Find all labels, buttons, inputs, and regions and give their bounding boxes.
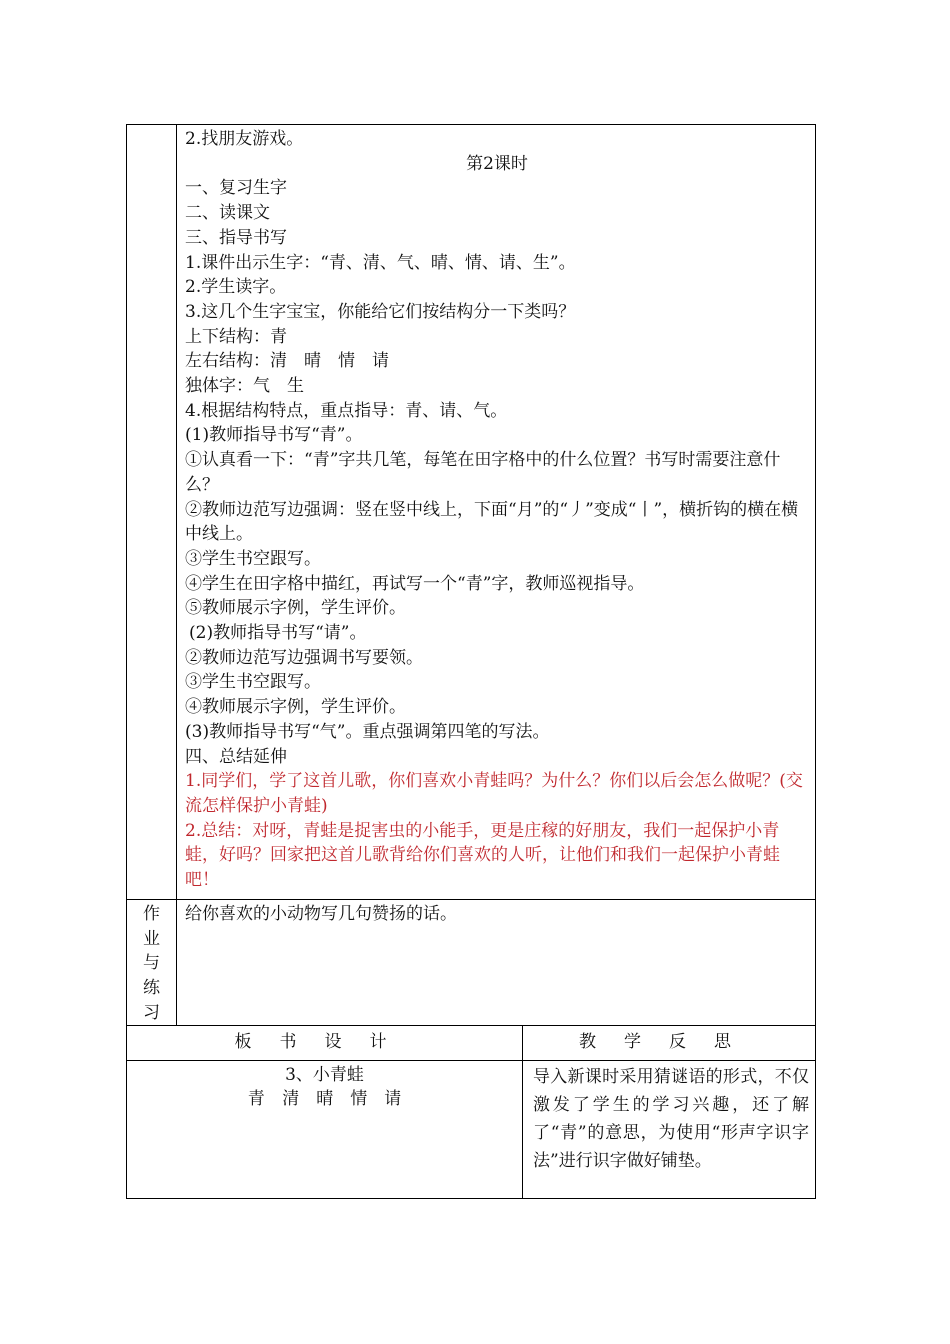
process-line: 3.这几个生字宝宝，你能给它们按结构分一下类吗？ (185, 301, 576, 322)
board-design-content (127, 1061, 523, 1199)
process-line: 1.课件出示生字：“青、清、气、晴、情、请、生”。 (185, 252, 576, 273)
process-line: ②教师边范写边强调书写要领。 (185, 647, 423, 668)
process-line: ①认真看一下：“青”字共几笔，每笔在田字格中的什么位置？书写时需要注意什么？ (185, 450, 781, 495)
lesson-plan-table (126, 124, 816, 1199)
reflection-text: 导入新课时采用猜谜语的形式，不仅激发了学生的学习兴趣，还了解了“青”的意思，为使用“形声字识字法”进行识字做好铺垫。 (523, 1061, 816, 1199)
homework-label-char: 练 (143, 977, 160, 998)
process-text (177, 125, 815, 899)
process-line: (2)教师指导书写“请”。 (189, 623, 367, 644)
process-line: 1.同学们，学了这首儿歌，你们喜欢小青蛙吗？为什么？你们以后会怎么做呢？(交流怎样保护小青蛙) (185, 771, 803, 816)
process-content-cell (177, 125, 816, 900)
design-heading-row (127, 1026, 816, 1061)
process-line: (1)教师指导书写“青”。 (185, 425, 363, 446)
homework-row (127, 899, 816, 1026)
process-line: 2.找朋友游戏。 (185, 129, 304, 149)
reflection-heading: 教学反思 (523, 1026, 816, 1061)
design-content-row (127, 1061, 816, 1199)
process-row (127, 125, 816, 900)
board-design-heading: 板书设计 (127, 1026, 523, 1061)
process-line: 左右结构：清 晴 情 请 (185, 351, 389, 372)
process-line: ⑤教师展示字例，学生评价。 (185, 598, 406, 619)
process-line: (3)教师指导书写“气”。重点强调第四笔的写法。 (185, 721, 550, 742)
process-line: ②教师边范写边强调：竖在竖中线上，下面“月”的“丿”变成“丨”，横折钩的横在横中线上。 (185, 499, 799, 545)
homework-label-char: 习 (143, 1002, 160, 1023)
lesson-plan-document (126, 124, 815, 1199)
process-line: 上下结构：青 (185, 326, 287, 347)
homework-label (127, 899, 177, 1026)
process-line: ④学生在田字格中描红，再试写一个“青”字，教师巡视指导。 (185, 573, 645, 594)
homework-label-char: 与 (143, 953, 160, 974)
process-line: ④教师展示字例，学生评价。 (185, 697, 406, 718)
board-title: 3、小青蛙 (285, 1065, 364, 1086)
homework-label-char: 业 (143, 928, 160, 949)
homework-text: 给你喜欢的小动物写几句赞扬的话。 (177, 899, 816, 1026)
process-line: 一、复习生字 (185, 178, 287, 199)
process-line: 第2课时 (466, 153, 528, 174)
homework-label-char: 作 (143, 903, 160, 924)
process-line: 三、指导书写 (185, 227, 287, 248)
process-line: 2.总结：对呀，青蛙是捉害虫的小能手，更是庄稼的好朋友，我们一起保护小青蛙，好吗？回家把这首儿歌背给你们喜欢的人听，让他们和我们一起保护小青蛙吧！ (185, 820, 780, 891)
board-characters: 青 清 晴 情 请 (247, 1089, 402, 1110)
process-label-cell (127, 125, 177, 900)
process-line: 四、总结延伸 (185, 746, 287, 767)
process-line: 4.根据结构特点，重点指导：青、请、气。 (185, 400, 508, 421)
process-line: 二、读课文 (185, 203, 270, 224)
process-line: 独体字：气 生 (185, 376, 304, 397)
process-line: ③学生书空跟写。 (185, 672, 321, 693)
process-line: 2.学生读字。 (185, 277, 287, 298)
process-line: ③学生书空跟写。 (185, 548, 321, 569)
